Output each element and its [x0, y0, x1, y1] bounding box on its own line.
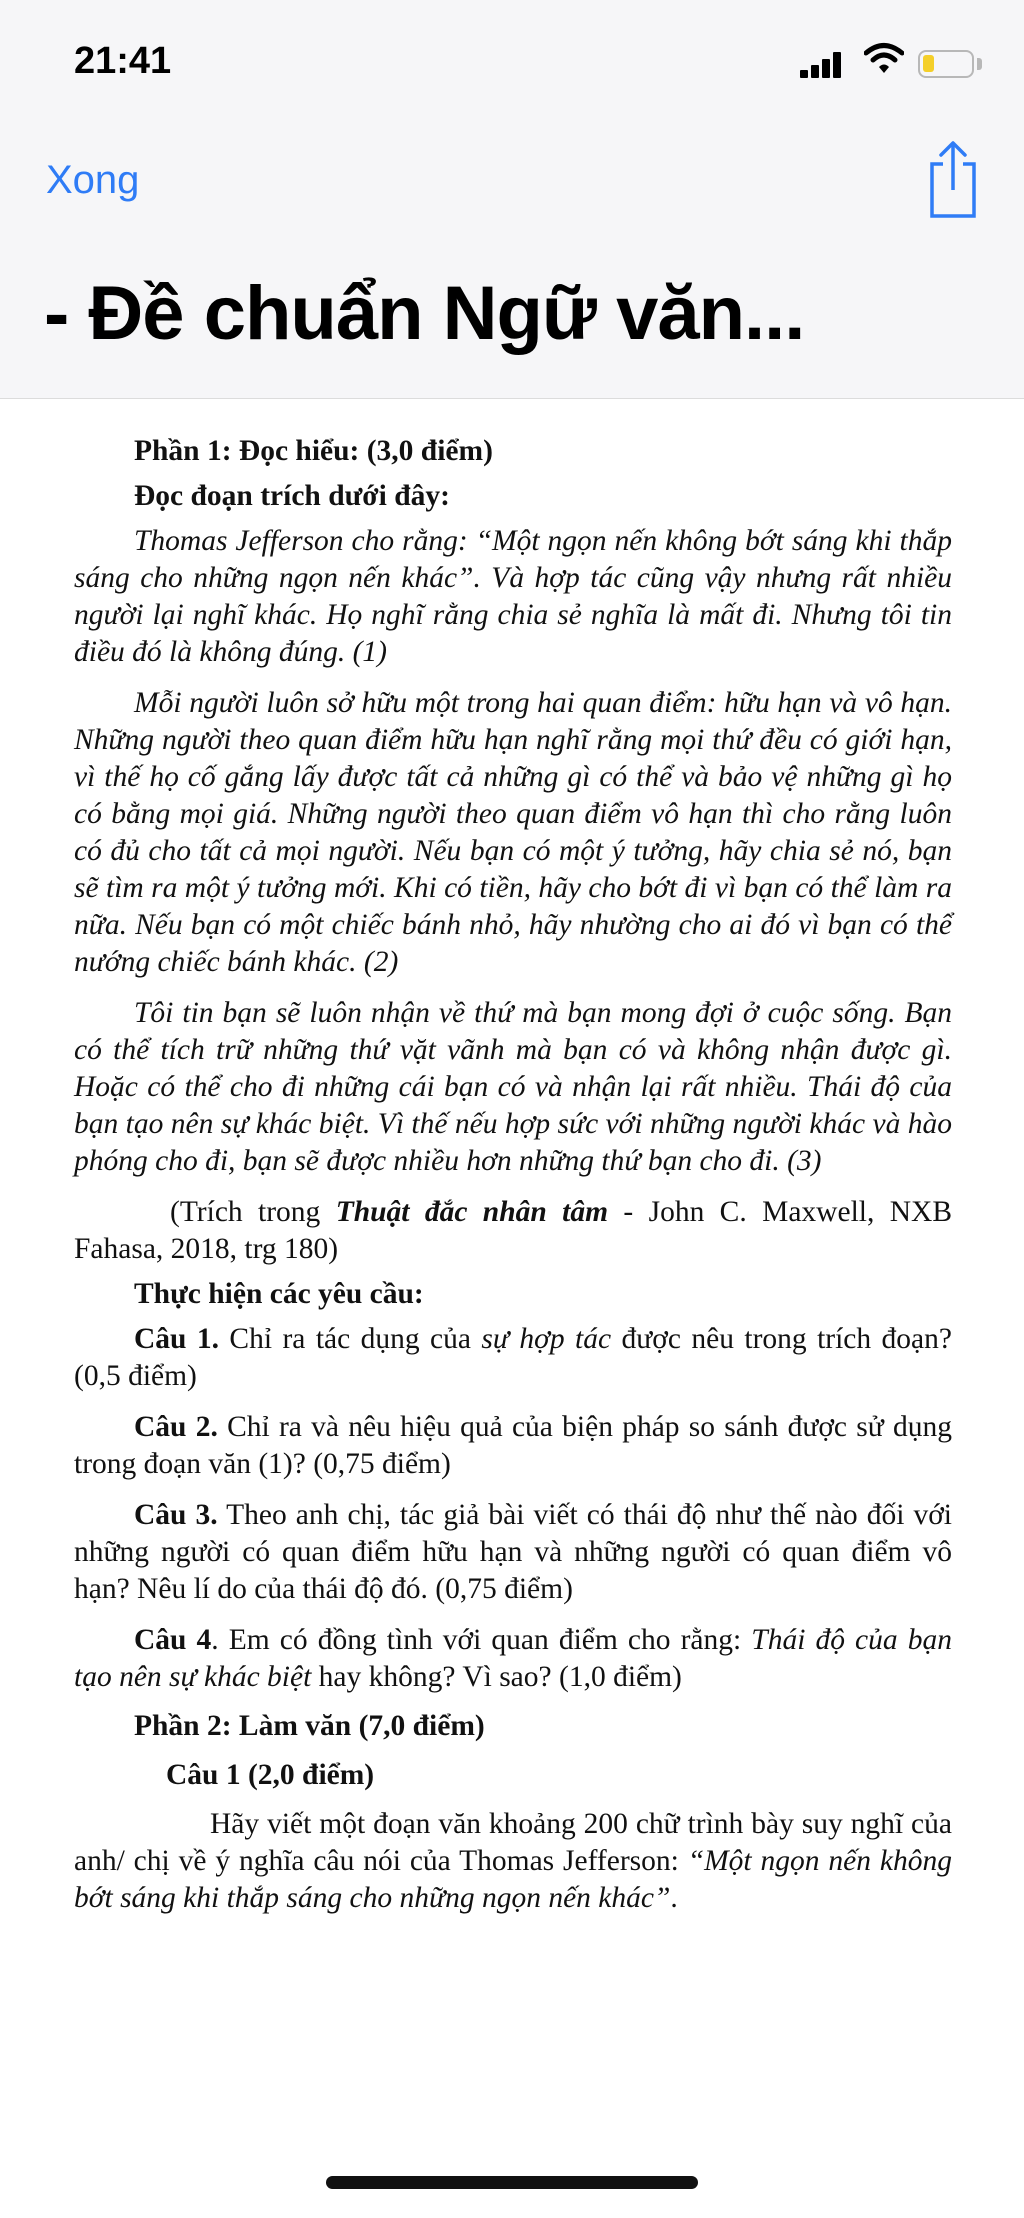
document-page [74, 433, 952, 1917]
question-4-text-end: hay không? Vì sao? (1,0 điểm) [311, 1661, 682, 1693]
question-4-label: Câu 4 [134, 1624, 212, 1656]
part2-question-1-heading: Câu 1 (2,0 điểm) [166, 1759, 375, 1791]
home-indicator[interactable] [326, 2176, 698, 2189]
battery-level [923, 55, 934, 72]
part2-heading: Phần 2: Làm văn (7,0 điểm) [134, 1710, 485, 1742]
question-3-label: Câu 3. [134, 1499, 218, 1531]
battery-icon [918, 50, 974, 78]
question-1-text: Chỉ ra tác dụng của [219, 1323, 482, 1355]
essay-prompt [74, 1806, 952, 1917]
question-1 [74, 1321, 952, 1395]
question-2-label: Câu 2. [134, 1411, 218, 1443]
source-suffix: - John C. Maxwell, NXB Fahasa, 2018, trg 180) [74, 1196, 952, 1265]
question-1-label: Câu 1. [134, 1323, 220, 1355]
question-4-text: . Em có đồng tình với quan điểm cho rằng: [211, 1624, 752, 1656]
question-2-text: Chỉ ra và nêu hiệu quả của biện pháp so sánh được sử dụng trong đoạn văn (1)? (0,75 điểm) [74, 1411, 952, 1480]
wifi-icon [864, 42, 904, 76]
question-4-emphasis: Thái độ của bạn tạo nên sự khác biệt [74, 1624, 952, 1693]
status-time: 21:41 [74, 40, 172, 82]
passage-paragraph-3: Tôi tin bạn sẽ luôn nhận về thứ mà bạn mong đợi ở cuộc sống. Bạn có thể tích trữ những thứ vặt vãnh mà bạn có và không nhận được gì. Hoặc có thể cho đi những cái bạn có và nhận lại rất nhiều. Thái độ của bạn tạo nên sự khác biệt. Vì thế nếu hợp sức với những người khác và hào phóng cho đi, bạn sẽ được nhiều hơn những thứ bạn cho đi. (3) [74, 997, 952, 1177]
part1-heading: Phần 1: Đọc hiểu: (3,0 điểm) [134, 435, 493, 467]
question-3 [74, 1497, 952, 1608]
question-4 [74, 1622, 952, 1696]
done-button[interactable]: Xong [46, 158, 140, 202]
essay-prompt-end: . [670, 1882, 678, 1914]
tasks-heading: Thực hiện các yêu cầu: [134, 1278, 424, 1310]
share-icon[interactable] [926, 140, 980, 220]
status-bar [0, 0, 1024, 130]
cellular-signal-icon [800, 52, 844, 78]
essay-prompt-quote: “Một ngọn nến không bớt sáng khi thắp sáng cho những ngọn nến khác” [74, 1845, 952, 1914]
document-viewer[interactable] [0, 398, 1024, 2218]
passage-paragraph-1: Thomas Jefferson cho rằng: “Một ngọn nến không bớt sáng khi thắp sáng cho những ngọn nến khác”. Và hợp tác cũng vậy nhưng rất nhiều người lại nghĩ khác. Họ nghĩ rằng chia sẻ nghĩa là mất đi. Nhưng tôi tin điều đó là không đúng. (1) [74, 525, 952, 668]
essay-prompt-text: Hãy viết một đoạn văn khoảng 200 chữ trình bày suy nghĩ của anh/ chị về ý nghĩa câu nói của Thomas Jefferson: [74, 1808, 952, 1877]
question-1-emphasis: sự hợp tác [481, 1323, 612, 1355]
question-2 [74, 1409, 952, 1483]
source-citation [74, 1194, 952, 1268]
source-book-title: Thuật đắc nhân tâm [335, 1196, 609, 1228]
page-title: - Đề chuẩn Ngữ văn... [44, 271, 805, 356]
passage-paragraph-2: Mỗi người luôn sở hữu một trong hai quan điểm: hữu hạn và vô hạn. Những người theo quan điểm hữu hạn nghĩ rằng mọi thứ đều có giới hạn, vì thế họ cố gắng lấy được tất cả những gì có thể và bảo vệ những gì họ có bằng mọi giá. Những người theo quan điểm vô hạn thì cho rằng luôn có đủ cho tất cả mọi người. Nếu bạn có một ý tưởng, hãy chia sẻ nó, bạn sẽ tìm ra một ý tưởng mới. Khi có tiền, hãy cho bớt đi vì bạn có thể làm ra nữa. Nếu bạn có một chiếc bánh nhỏ, hãy nhường cho ai đó vì bạn có thể nướng chiếc bánh khác. (2) [74, 687, 952, 978]
question-1-text-end: được nêu trong trích đoạn? (0,5 điểm) [74, 1323, 952, 1392]
source-prefix: (Trích trong [170, 1196, 336, 1228]
read-prompt: Đọc đoạn trích dưới đây: [134, 480, 450, 512]
navigation-bar [0, 130, 1024, 230]
battery-cap [977, 58, 982, 70]
question-3-text: Theo anh chị, tác giả bài viết có thái độ như thế nào đối với những người có quan điểm hữu hạn và những người có quan điểm vô hạn? Nêu lí do của thái độ đó. (0,75 điểm) [74, 1499, 952, 1605]
